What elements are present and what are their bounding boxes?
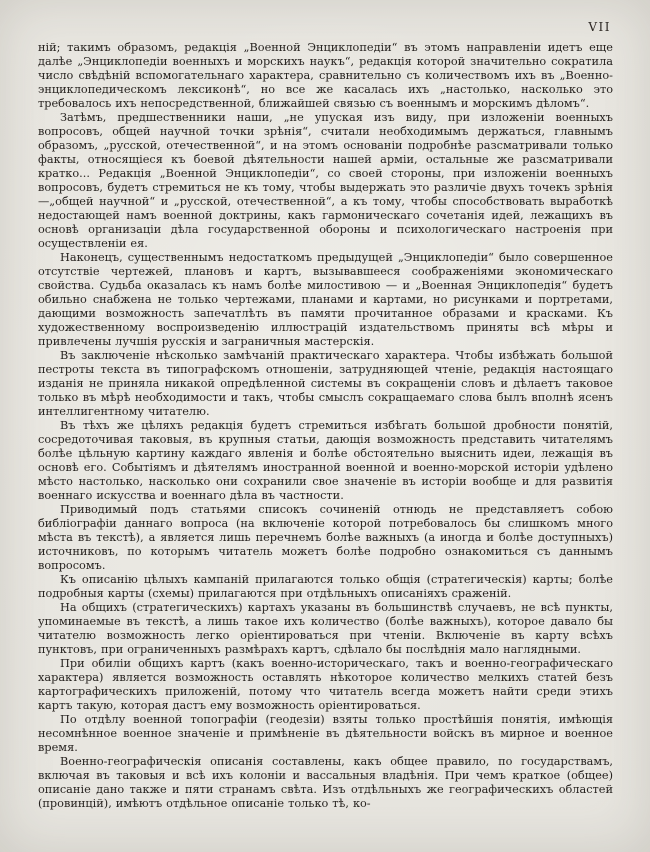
paragraph: Затѣмъ, предшественники наши, „не упуская изъ виду, при изложеніи военныхъ вопросовъ, общей научной точки зрѣнія“, считали необходимымъ держаться, главнымъ образомъ, „русской, отечественной“, и на этомъ основаніи подробнѣе разсматривали только факты, относящіеся къ боевой дѣятельности нашей арміи, остальные же разсматривали кратко... Редакція „Военной Энциклопедіи“, со своей стороны, при изложеніи военныхъ вопросовъ, будетъ стремиться не къ тому, чтобы выдержать это различіе двухъ точекъ зрѣнія—„общей научной“ и „русской, отечественной“, а къ тому, чтобы способствовать выработкѣ недостающей намъ военной доктрины, какъ гармоническаго сочетанія идей, лежащихъ въ основѣ организаціи дѣла государственной обороны и психологическаго настроенія при осуществленіи ея. [38,111,613,250]
paragraph: ній; такимъ образомъ, редакція „Военной Энциклопедіи“ въ этомъ направленіи идетъ еще далѣе „Энциклопедіи военныхъ и морскихъ наукъ“, редакція которой значительно сократила число свѣдѣній вспомогательнаго характера, сравнительно съ количествомъ ихъ въ „Военно-энциклопедическомъ лексиконѣ“, но все же касалась ихъ „настолько, насколько это требовалось ихъ непосредственной, ближайшей связью съ военнымъ и морскимъ дѣломъ“. [38,41,613,110]
paragraph: При обиліи общихъ картъ (какъ военно-историческаго, такъ и военно-географическаго характера) является возможность оставлять нѣкоторое количество мелкихъ статей безъ картографическихъ приложеній, потому что читатель всегда можетъ найти среди этихъ картъ такую, которая дастъ ему возможность оріентироваться. [38,657,613,712]
paragraph: На общихъ (стратегическихъ) картахъ указаны въ большинствѣ случаевъ, не всѣ пункты, упоминаемые въ текстѣ, а лишь такое ихъ количество (болѣе важныхъ), которое давало бы читателю возможность легко оріентироваться при чтеніи. Включеніе въ карту всѣхъ пунктовъ, при ограниченныхъ размѣрахъ картъ, сдѣлало бы послѣднія мало наглядными. [38,601,613,656]
body-text [38,41,613,811]
paragraph: Въ тѣхъ же цѣляхъ редакція будетъ стремиться избѣгать большой дробности понятій, сосредоточивая таковыя, въ крупныя статьи, дающія возможность представить читателямъ болѣе цѣльную картину каждаго явленія и болѣе обстоятельно выяснить идеи, лежащія въ основѣ его. Событіямъ и дѣятелямъ иностранной военной и военно-морской исторіи удѣлено мѣсто настолько, насколько они сохранили свое значеніе въ исторіи вообще и для развитія военнаго искусства и военнаго дѣла въ частности. [38,419,613,502]
paragraph: Приводимый подъ статьями списокъ сочиненій отнюдь не представляетъ собою библіографіи даннаго вопроса (на включеніе которой потребовалось бы слишкомъ много мѣста въ текстѣ), а является лишь перечнемъ болѣе важныхъ (а иногда и болѣе доступныхъ) источниковъ, по которымъ читатель можетъ болѣе подробно ознакомиться съ даннымъ вопросомъ. [38,503,613,572]
paragraph: Къ описанію цѣлыхъ кампаній прилагаются только общія (стратегическія) карты; болѣе подробныя карты (схемы) прилагаются при отдѣльныхъ описаніяхъ сраженій. [38,573,613,600]
paragraph: Въ заключеніе нѣсколько замѣчаній практическаго характера. Чтобы избѣжать большой пестроты текста въ типографскомъ отношеніи, затрудняющей чтеніе, редакція настоящаго изданія не приняла никакой опредѣленной системы въ сокращеніи словъ и дѣлаетъ таковое только въ мѣрѣ необходимости и такъ, чтобы смыслъ сокращаемаго слова былъ вполнѣ ясенъ интеллигентному читателю. [38,349,613,418]
paragraph: Наконецъ, существеннымъ недостаткомъ предыдущей „Энциклопедіи“ было совершенное отсутствіе чертежей, плановъ и картъ, вызывавшееся соображеніями экономическаго свойства. Судьба оказалась къ намъ болѣе милостивою — и „Военная Энциклопедія“ будетъ обильно снабжена не только чертежами, планами и картами, но рисунками и портретами, дающими возможность запечатлѣть въ памяти прочитанное образами и красками. Къ художественному воспроизведенію иллюстрацій издательствомъ приняты всѣ мѣры и привлечены лучшія русскія и заграничныя мастерскія. [38,251,613,348]
page-number: VII [588,20,611,34]
paragraph: По отдѣлу военной топографіи (геодезіи) взяты только простѣйшія понятія, имѣющія несомнѣнное военное значеніе и примѣненіе въ дѣятельности войскъ въ мирное и военное время. [38,713,613,754]
paragraph: Военно-географическія описанія составлены, какъ общее правило, по государствамъ, включая въ таковыя и всѣ ихъ колоніи и вассальныя владѣнія. При чемъ краткое (общее) описаніе дано также и пяти странамъ свѣта. Изъ отдѣльныхъ же географическихъ областей (провинцій), имѣютъ отдѣльное описаніе только тѣ, ко- [38,755,613,810]
